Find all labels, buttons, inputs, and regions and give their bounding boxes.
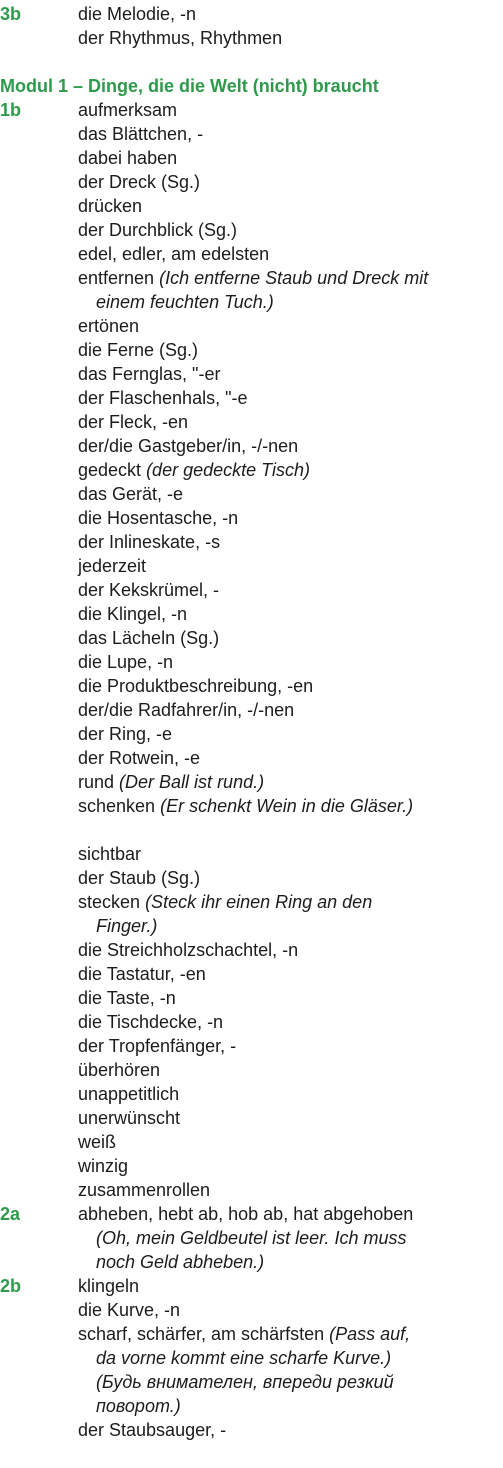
vocab-entry: die Melodie, -n [78, 4, 197, 24]
vocab-word: stecken [78, 892, 141, 912]
vocab-entry: die Klingel, -n [78, 604, 188, 624]
exercise-label: 1b [0, 100, 22, 120]
vocab-entry: der/die Radfahrer/in, -/-nen [78, 700, 295, 720]
vocab-entry: der Rhythmus, Rhythmen [78, 28, 283, 48]
vocab-entry: edel, edler, am edelsten [78, 244, 270, 264]
vocab-word: entfernen [78, 268, 155, 288]
example-sentence: (Ich entferne Staub und Dreck mit [159, 268, 429, 288]
vocab-entry: klingeln [78, 1276, 140, 1296]
vocab-entry [78, 890, 372, 914]
vocab-entry [78, 1322, 410, 1346]
vocab-entry: winzig [78, 1156, 129, 1176]
vocab-entry: der/die Gastgeber/in, -/-nen [78, 436, 299, 456]
vocab-entry: der Durchblick (Sg.) [78, 220, 238, 240]
vocab-word: schenken [78, 796, 156, 816]
example-sentence: (der gedeckte Tisch) [146, 460, 310, 480]
vocab-entry: das Fernglas, "-er [78, 364, 221, 384]
vocab-entry: das Blättchen, - [78, 124, 204, 144]
translation-continuation: поворот.) [96, 1396, 181, 1416]
vocab-entry: die Tischdecke, -n [78, 1012, 224, 1032]
vocab-entry: sichtbar [78, 844, 142, 864]
translation: (Будь внимателен, впереди резкий [96, 1372, 394, 1392]
vocab-entry: der Dreck (Sg.) [78, 172, 201, 192]
exercise-label: 3b [0, 4, 22, 24]
vocab-entry: unappetitlich [78, 1084, 180, 1104]
vocab-entry: die Taste, -n [78, 988, 176, 1008]
vocab-word: gedeckt [78, 460, 142, 480]
vocab-entry: das Lächeln (Sg.) [78, 628, 220, 648]
example-sentence: (Er schenkt Wein in die Gläser.) [160, 796, 414, 816]
vocab-entry: die Ferne (Sg.) [78, 340, 199, 360]
vocab-word: rund [78, 772, 115, 792]
vocab-entry: die Hosentasche, -n [78, 508, 239, 528]
example-sentence: (Steck ihr einen Ring an den [145, 892, 373, 912]
vocab-entry: dabei haben [78, 148, 178, 168]
vocab-entry: der Staubsauger, - [78, 1420, 227, 1440]
vocab-entry: der Inlineskate, -s [78, 532, 221, 552]
vocab-entry: überhören [78, 1060, 161, 1080]
example-continuation: da vorne kommt eine scharfe Kurve.) [96, 1348, 392, 1368]
vocab-entry [78, 266, 428, 290]
example-sentence: (Oh, mein Geldbeutel ist leer. Ich muss [96, 1228, 407, 1248]
vocab-entry [78, 794, 413, 818]
vocab-entry: der Ring, -e [78, 724, 173, 744]
vocab-entry: aufmerksam [78, 100, 178, 120]
vocab-entry [78, 458, 310, 482]
vocab-entry: unerwünscht [78, 1108, 181, 1128]
vocab-entry: die Produktbeschreibung, -en [78, 676, 314, 696]
vocab-entry: die Lupe, -n [78, 652, 174, 672]
vocab-entry: drücken [78, 196, 143, 216]
vocab-entry: die Tastatur, -en [78, 964, 206, 984]
vocab-entry: jederzeit [78, 556, 147, 576]
vocab-entry: das Gerät, -e [78, 484, 184, 504]
vocab-entry: abheben, hebt ab, hob ab, hat abgehoben [78, 1204, 414, 1224]
vocab-entry: zusammenrollen [78, 1180, 211, 1200]
module-heading: Modul 1 – Dinge, die die Welt (nicht) braucht [0, 76, 379, 96]
example-continuation: einem feuchten Tuch.) [96, 292, 274, 312]
example-sentence: (Der Ball ist rund.) [119, 772, 265, 792]
example-sentence: (Pass auf, [329, 1324, 411, 1344]
vocab-word: scharf, schärfer, am schärfsten [78, 1324, 325, 1344]
vocab-entry: der Tropfenfänger, - [78, 1036, 237, 1056]
vocab-entry: ertönen [78, 316, 140, 336]
example-continuation: Finger.) [96, 916, 158, 936]
vocab-entry: der Rotwein, -e [78, 748, 201, 768]
vocab-entry: der Flaschenhals, "-e [78, 388, 248, 408]
vocab-entry: der Kekskrümel, - [78, 580, 220, 600]
exercise-label: 2a [0, 1204, 21, 1224]
vocab-entry: der Fleck, -en [78, 412, 189, 432]
vocab-entry: die Kurve, -n [78, 1300, 181, 1320]
vocab-entry [78, 770, 264, 794]
vocab-entry: der Staub (Sg.) [78, 868, 201, 888]
example-continuation: noch Geld abheben.) [96, 1252, 265, 1272]
vocab-entry: weiß [78, 1132, 117, 1152]
vocab-entry: die Streichholzschachtel, -n [78, 940, 299, 960]
exercise-label: 2b [0, 1276, 22, 1296]
